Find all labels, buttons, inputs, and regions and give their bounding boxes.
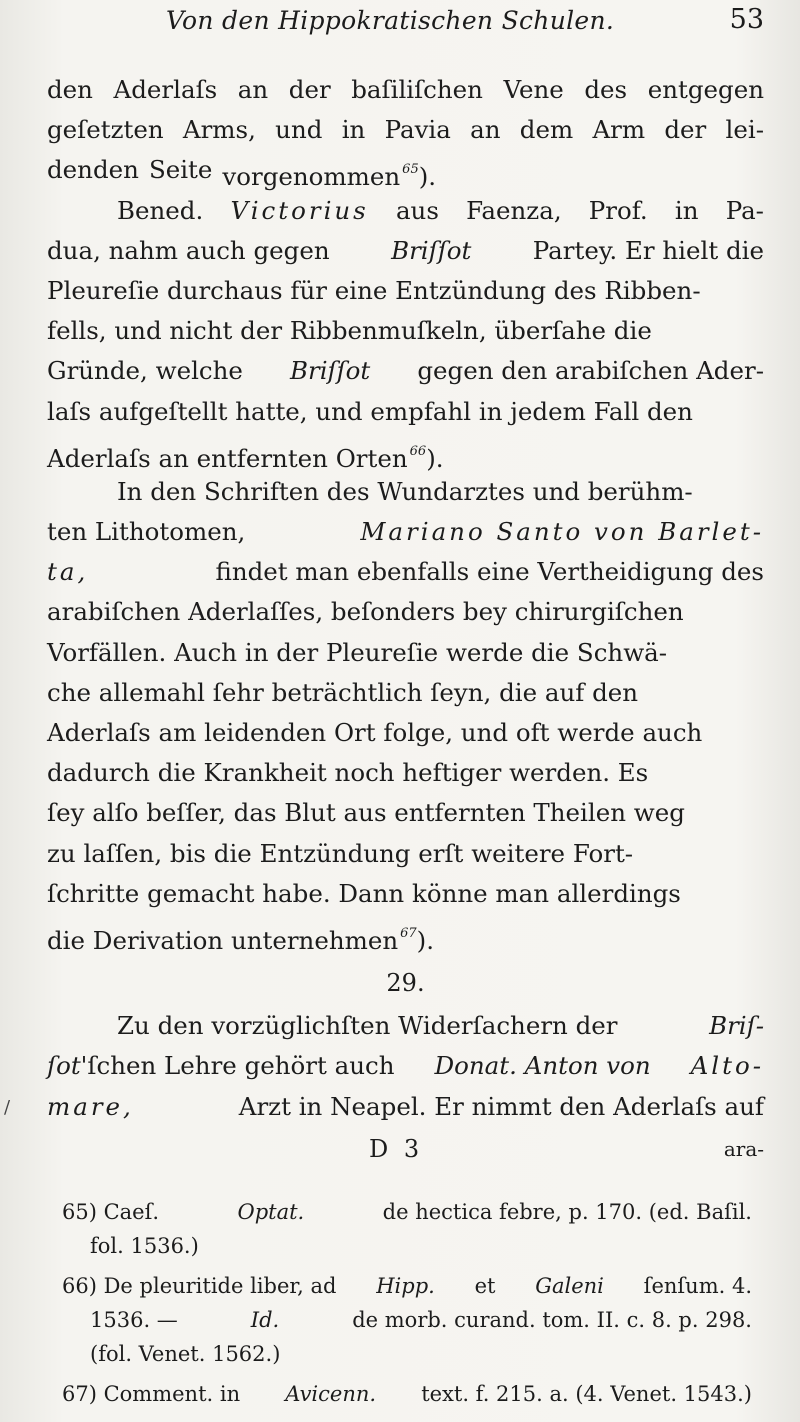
text-line: arabiſchen Aderlaſſes, beſonders bey chirurgiſchen	[47, 597, 684, 627]
footnote-65-cont: fol. 1536.)	[90, 1234, 199, 1258]
text-line: zu laſſen, bis die Entzündung erſt weitere Fort-	[47, 838, 634, 868]
footnote-ref-66: 66	[409, 443, 427, 459]
page-number: 53	[729, 4, 764, 35]
footnotes	[62, 1195, 752, 1411]
section-number: 29.	[386, 969, 425, 998]
text-line: dua, nahm auch gegen Briſſot Partey. Er hielt die	[47, 231, 764, 271]
text-line: dadurch die Krankheit noch heftiger werden. Es	[47, 758, 649, 788]
name-brissot: Briſſot	[391, 235, 472, 265]
text-line: Zu den vorzüglichſten Widerſachern der Briſ-	[117, 1011, 764, 1041]
footnote-65: 65) Caeſ. Optat. de hectica febre, p. 170. (ed. Baſil.	[62, 1200, 752, 1224]
text-line: Vorfällen. Auch in der Pleureſie werde die Schwä-	[47, 637, 668, 667]
text-line: ſot'ſchen Lehre gehört auch Donat. Anton von Alto-	[47, 1046, 764, 1086]
text-line: Aderlaſs am leidenden Ort folge, und oft werde auch	[47, 718, 703, 747]
text-line: fells, und nicht der Ribbenmuſkeln, überſahe die	[47, 316, 652, 346]
signature-mark: D 3	[369, 1134, 424, 1163]
name-brissot: Briſſot	[289, 356, 371, 386]
text-line: Pleureſie durchaus für eine Entzündung des Ribben-	[47, 275, 701, 305]
footnote-67: 67) Comment. in Avicenn. text. f. 215. a. (4. Venet. 1543.)	[62, 1382, 752, 1406]
text-line: Aderlaſs an entfernten Orten $^{66}$).	[47, 443, 444, 473]
catch-line	[47, 1129, 764, 1169]
footnote-66: 66) De pleuritide liber, ad Hipp. et Galeni ſenſum. 4.	[62, 1274, 752, 1298]
text-line: Gründe, welche Briſſot gegen den arabiſchen Ader-	[47, 351, 764, 391]
catchword: ara-	[723, 1136, 764, 1161]
footnote-66-cont: 1536. — Id. de morb. curand. tom. II. c. 8. p. 298.	[90, 1308, 752, 1332]
page-header	[48, 6, 764, 50]
margin-mark: /	[4, 1097, 11, 1118]
text-line: mare, Arzt in Neapel. Er nimmt den Aderlaſs auf	[47, 1091, 764, 1121]
footnote-ref-65: 65	[402, 162, 419, 178]
text-line: geſetzten Arms, und in Pavia an dem Arm der lei-	[47, 115, 764, 145]
text-line: Bened. Victorius aus Faenza, Prof. in Pa-	[47, 191, 764, 231]
text-line: ſchritte gemacht habe. Dann könne man allerdings	[47, 878, 681, 908]
text-line: denden Seite vorgenommen $^{65}$).	[47, 155, 437, 192]
text-line: ten Lithotomen, Mariano Santo von Barlet-	[47, 512, 764, 552]
footnote-ref-67: 67	[400, 925, 417, 941]
text-line: ta, findet man ebenfalls eine Vertheidigung des	[47, 557, 764, 587]
running-title: Von den Hippokratischen Schulen.	[166, 6, 615, 35]
text-line: che allemahl ſehr beträchtlich ſeyn, die auf den	[47, 677, 639, 707]
text-line: die Derivation unternehmen $^{67}$).	[47, 925, 435, 955]
footnote-66-cont2: (fol. Venet. 1562.)	[90, 1342, 281, 1366]
text-line: In den Schriften des Wundarztes und berühm-	[117, 476, 693, 506]
name-mariano-santo: Mariano Santo von Barlet-	[360, 517, 764, 547]
text-line: ſey alſo beſſer, das Blut aus entfernten Theilen weg	[47, 798, 685, 828]
name-donat-anton: Donat. Anton von	[434, 1051, 651, 1081]
body-text	[47, 70, 764, 1169]
text-line: den Aderlaſs an der baſiliſchen Vene des entgegen	[47, 75, 764, 104]
name-victorius: Victorius	[230, 195, 369, 225]
text-line: laſs aufgeſtellt hatte, und empfahl in jedem Fall den	[47, 396, 693, 426]
